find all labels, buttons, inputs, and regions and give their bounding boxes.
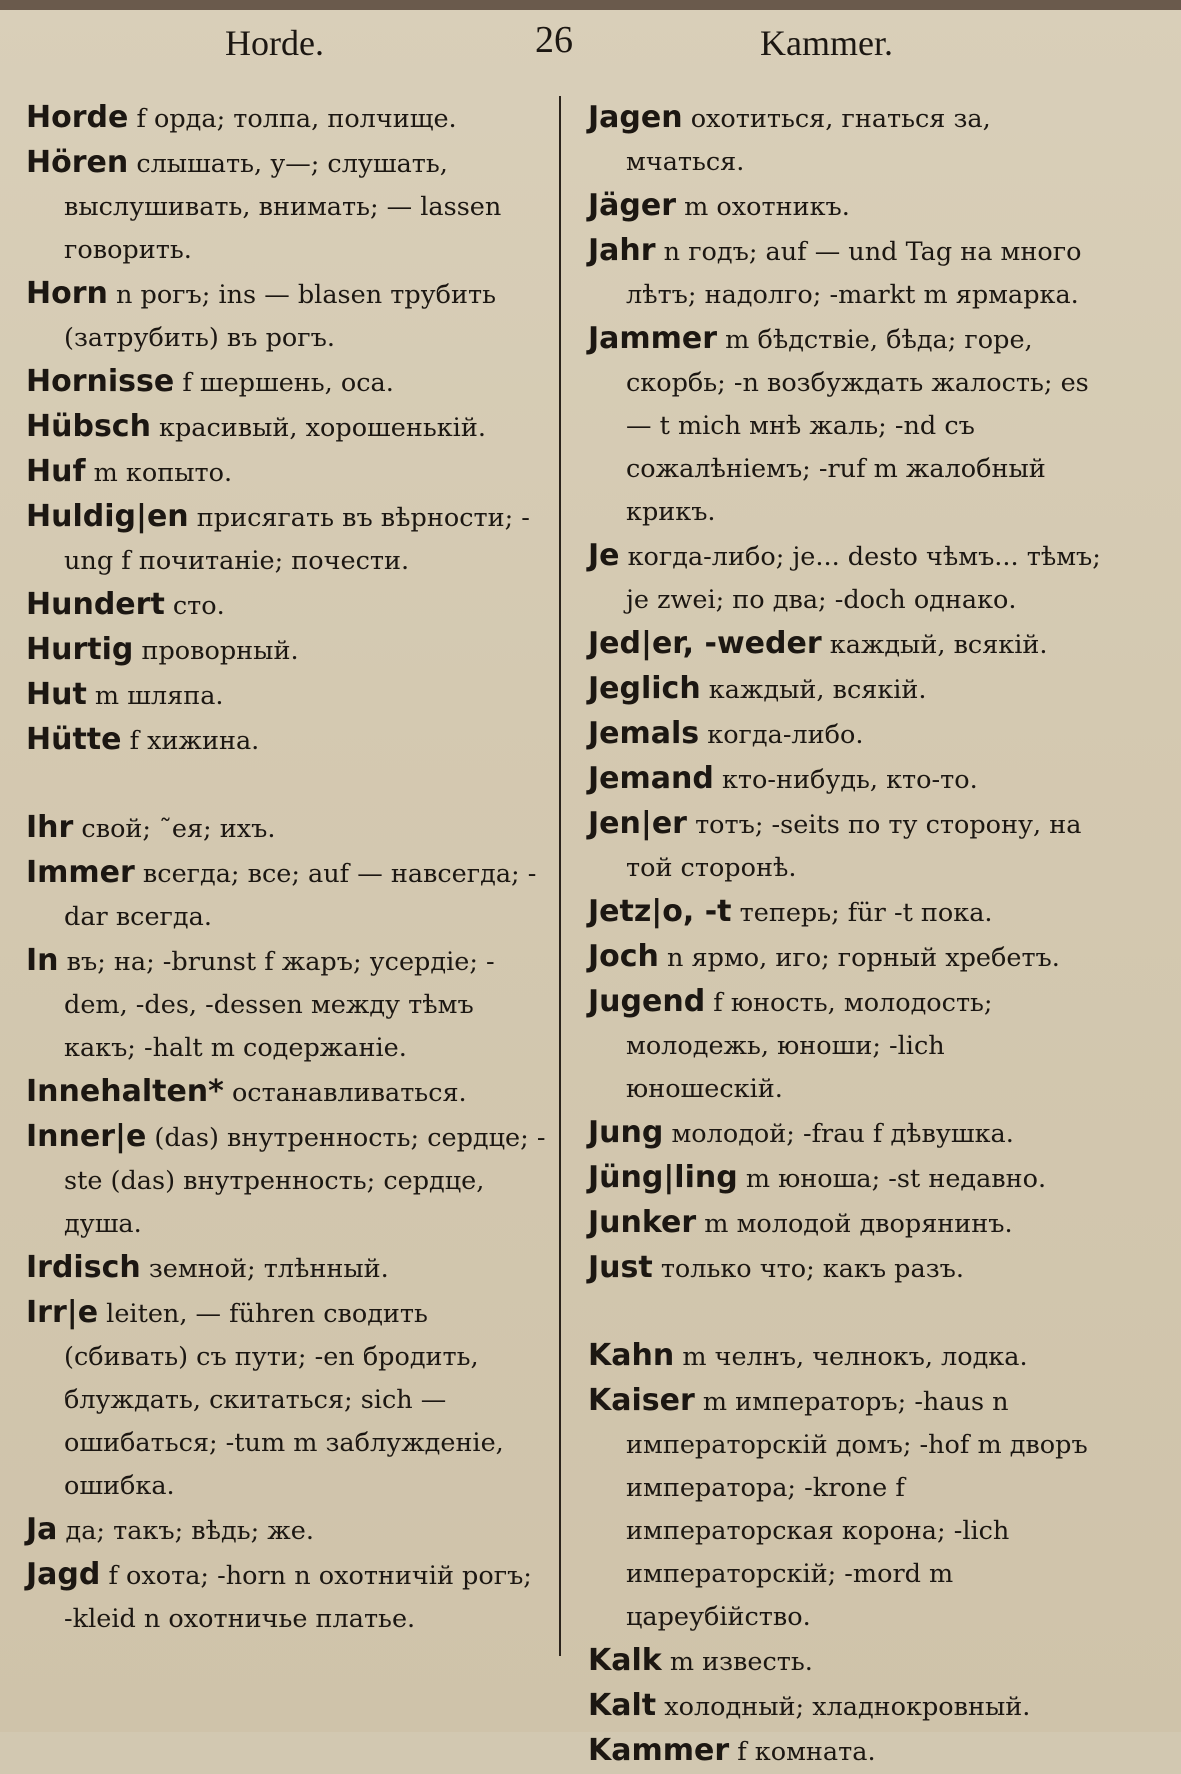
dictionary-entry — [588, 1334, 1108, 1379]
definition: молодой; -frau f дѣвушка. — [663, 1119, 1014, 1149]
dictionary-entry — [588, 1111, 1108, 1156]
dictionary-entry — [26, 360, 548, 405]
definition: всегда; все; auf — навсегда; -dar всегда. — [64, 859, 537, 932]
running-header — [0, 18, 1181, 68]
dictionary-entry — [26, 96, 548, 141]
definition: m юноша; -st недавно. — [737, 1164, 1047, 1194]
headword: Kaiser — [588, 1383, 695, 1418]
headword: Je — [588, 538, 620, 573]
dictionary-entry — [588, 712, 1108, 757]
definition: m охотникъ. — [676, 192, 850, 222]
headword: Jüng|ling — [588, 1160, 738, 1195]
headword: Hornisse — [26, 364, 175, 399]
definition: f хижина. — [121, 726, 260, 756]
dictionary-entry — [26, 405, 548, 450]
header-left-guide-word: Horde. — [225, 23, 324, 63]
dictionary-entry — [26, 583, 548, 628]
dictionary-entry — [26, 1291, 548, 1508]
headword: Huldig|en — [26, 499, 189, 534]
headword: Jagen — [588, 100, 683, 135]
definition: (das) внутренность; сердце; -ste (das) внутренность; сердце, душа. — [64, 1123, 546, 1239]
definition: тотъ; -seits по ту сторону, на той сторонѣ. — [626, 810, 1082, 883]
definition: слышать, у—; слушать, выслушивать, внимать; — lassen говорить. — [64, 149, 502, 265]
dictionary-entry — [26, 939, 548, 1070]
definition: f охота; -horn n охотничій рогъ; -kleid n охотничье платье. — [64, 1561, 532, 1634]
header-right-guide-word: Kammer. — [760, 23, 893, 63]
definition: сто. — [164, 591, 225, 621]
headword: Kalt — [588, 1688, 657, 1723]
headword: Jugend — [588, 984, 706, 1019]
dictionary-entry — [26, 141, 548, 272]
dictionary-entry — [26, 851, 548, 939]
dictionary-entry — [588, 317, 1108, 534]
dictionary-entry — [26, 806, 548, 851]
dictionary-entry — [26, 272, 548, 360]
definition: каждый, всякій. — [700, 675, 927, 705]
definition: останавливаться. — [223, 1078, 467, 1108]
dictionary-entry — [26, 1115, 548, 1246]
headword: Irr|e — [26, 1295, 99, 1330]
headword: Kalk — [588, 1643, 662, 1678]
headword: Jemand — [588, 761, 714, 796]
headword: In — [26, 943, 59, 978]
definition: кто-нибудь, кто-то. — [713, 765, 978, 795]
dictionary-entry — [588, 229, 1108, 317]
headword: Kahn — [588, 1338, 675, 1373]
dictionary-entry — [26, 450, 548, 495]
headword: Irdisch — [26, 1250, 141, 1285]
definition: проворный. — [133, 636, 299, 666]
page-top-edge — [0, 0, 1181, 10]
definition: f орда; толпа, полчище. — [128, 104, 457, 134]
definition: m бѣдствіе, бѣда; горе, скорбь; -n возбуждать жалость; es — t mich мнѣ жаль; -nd съ сожалѣніемъ; -ruf m жалобный крикъ. — [626, 325, 1089, 527]
headword: Huf — [26, 454, 86, 489]
dictionary-entry — [588, 1684, 1108, 1729]
dictionary-entry — [588, 1156, 1108, 1201]
dictionary-entry — [588, 184, 1108, 229]
definition: f юность, молодость; молодежь, юноши; -lich юношескій. — [626, 988, 993, 1104]
headword: Jetz|o, -t — [588, 894, 732, 929]
headword: Jammer — [588, 321, 718, 356]
section-gap — [588, 1291, 1108, 1334]
headword: Jemals — [588, 716, 700, 751]
definition: leiten, — führen сводить (сбивать) съ пути; -en бродить, блуждать, скитаться; sich — ошибаться; -tum m заблужденіе, ошибка. — [64, 1299, 504, 1501]
dictionary-entry — [588, 1639, 1108, 1684]
headword: Hundert — [26, 587, 165, 622]
headword: Hut — [26, 677, 87, 712]
headword: Hurtig — [26, 632, 134, 667]
headword: Kammer — [588, 1733, 730, 1768]
dictionary-entry — [588, 1729, 1108, 1774]
headword: Just — [588, 1250, 653, 1285]
definition: m шляпа. — [86, 681, 224, 711]
dictionary-entry — [26, 1508, 548, 1553]
dictionary-entry — [26, 1070, 548, 1115]
definition: m известь. — [661, 1647, 813, 1677]
column-divider — [559, 96, 561, 1656]
definition: n годъ; auf — und Tag на много лѣтъ; надолго; -markt m ярмарка. — [626, 237, 1082, 310]
left-column — [26, 96, 548, 1641]
headword: Jed|er, -weder — [588, 626, 822, 661]
definition: охотиться, гнаться за, мчаться. — [626, 104, 991, 177]
definition: только что; какъ разъ. — [652, 1254, 964, 1284]
headword: Jäger — [588, 188, 677, 223]
definition: свой; ˜ея; ихъ. — [73, 814, 276, 844]
dictionary-entry — [588, 1201, 1108, 1246]
headword: Horde — [26, 100, 129, 135]
headword: Horn — [26, 276, 108, 311]
dictionary-entry — [26, 1553, 548, 1641]
definition: когда-либо. — [699, 720, 864, 750]
dictionary-entry — [26, 673, 548, 718]
dictionary-entry — [588, 890, 1108, 935]
headword: Jahr — [588, 233, 656, 268]
headword: Hübsch — [26, 409, 151, 444]
right-column — [588, 96, 1108, 1774]
definition: холодный; хладнокровный. — [656, 1692, 1031, 1722]
definition: земной; тлѣнный. — [140, 1254, 389, 1284]
headword: Ja — [26, 1512, 58, 1547]
dictionary-entry — [26, 495, 548, 583]
dictionary-entry — [588, 1246, 1108, 1291]
headword: Inner|e — [26, 1119, 147, 1154]
dictionary-entry — [26, 1246, 548, 1291]
definition: f шершень, оса. — [174, 368, 394, 398]
definition: да; такъ; вѣдь; же. — [57, 1516, 314, 1546]
definition: теперь; für -t пока. — [731, 898, 993, 928]
headword: Jung — [588, 1115, 664, 1150]
definition: въ; на; -brunst f жаръ; усердіе; -dem, -des, -dessen между тѣмъ какъ; -halt m содержаніе. — [58, 947, 495, 1063]
headword: Junker — [588, 1205, 697, 1240]
headword: Immer — [26, 855, 135, 890]
definition: m челнъ, челнокъ, лодка. — [674, 1342, 1028, 1372]
headword: Joch — [588, 939, 659, 974]
headword: Innehalten* — [26, 1074, 224, 1109]
dictionary-entry — [588, 802, 1108, 890]
dictionary-entry — [588, 667, 1108, 712]
definition: присягать въ вѣрности; -ung f почитаніе; почести. — [64, 503, 530, 576]
page-number: 26 — [535, 19, 573, 61]
dictionary-entry — [588, 1379, 1108, 1639]
dictionary-entry — [588, 534, 1108, 622]
definition: n ярмо, иго; горный хребетъ. — [658, 943, 1060, 973]
definition: m копыто. — [85, 458, 233, 488]
dictionary-entry — [26, 718, 548, 763]
dictionary-entry — [588, 980, 1108, 1111]
definition: когда-либо; je... desto чѣмъ... тѣмъ; je zwei; по два; -doch однако. — [619, 542, 1101, 615]
headword: Hütte — [26, 722, 122, 757]
headword: Hören — [26, 145, 129, 180]
definition: m императоръ; -haus n императорскій домъ; -hof m дворъ императора; -krone f императорская корона; -lich императорскій; -mord m цареубійство. — [626, 1387, 1088, 1632]
dictionary-entry — [26, 628, 548, 673]
headword: Jagd — [26, 1557, 101, 1592]
headword: Jeglich — [588, 671, 701, 706]
definition: f комната. — [729, 1737, 876, 1767]
headword: Jen|er — [588, 806, 687, 841]
definition: m молодой дворянинъ. — [696, 1209, 1013, 1239]
dictionary-entry — [588, 96, 1108, 184]
section-gap — [26, 763, 548, 806]
headword: Ihr — [26, 810, 74, 845]
definition: красивый, хорошенькій. — [150, 413, 486, 443]
dictionary-entry — [588, 757, 1108, 802]
definition: каждый, всякій. — [821, 630, 1048, 660]
dictionary-entry — [588, 935, 1108, 980]
dictionary-entry — [588, 622, 1108, 667]
definition: n рогъ; ins — blasen трубить (затрубить) въ рогъ. — [64, 280, 497, 353]
